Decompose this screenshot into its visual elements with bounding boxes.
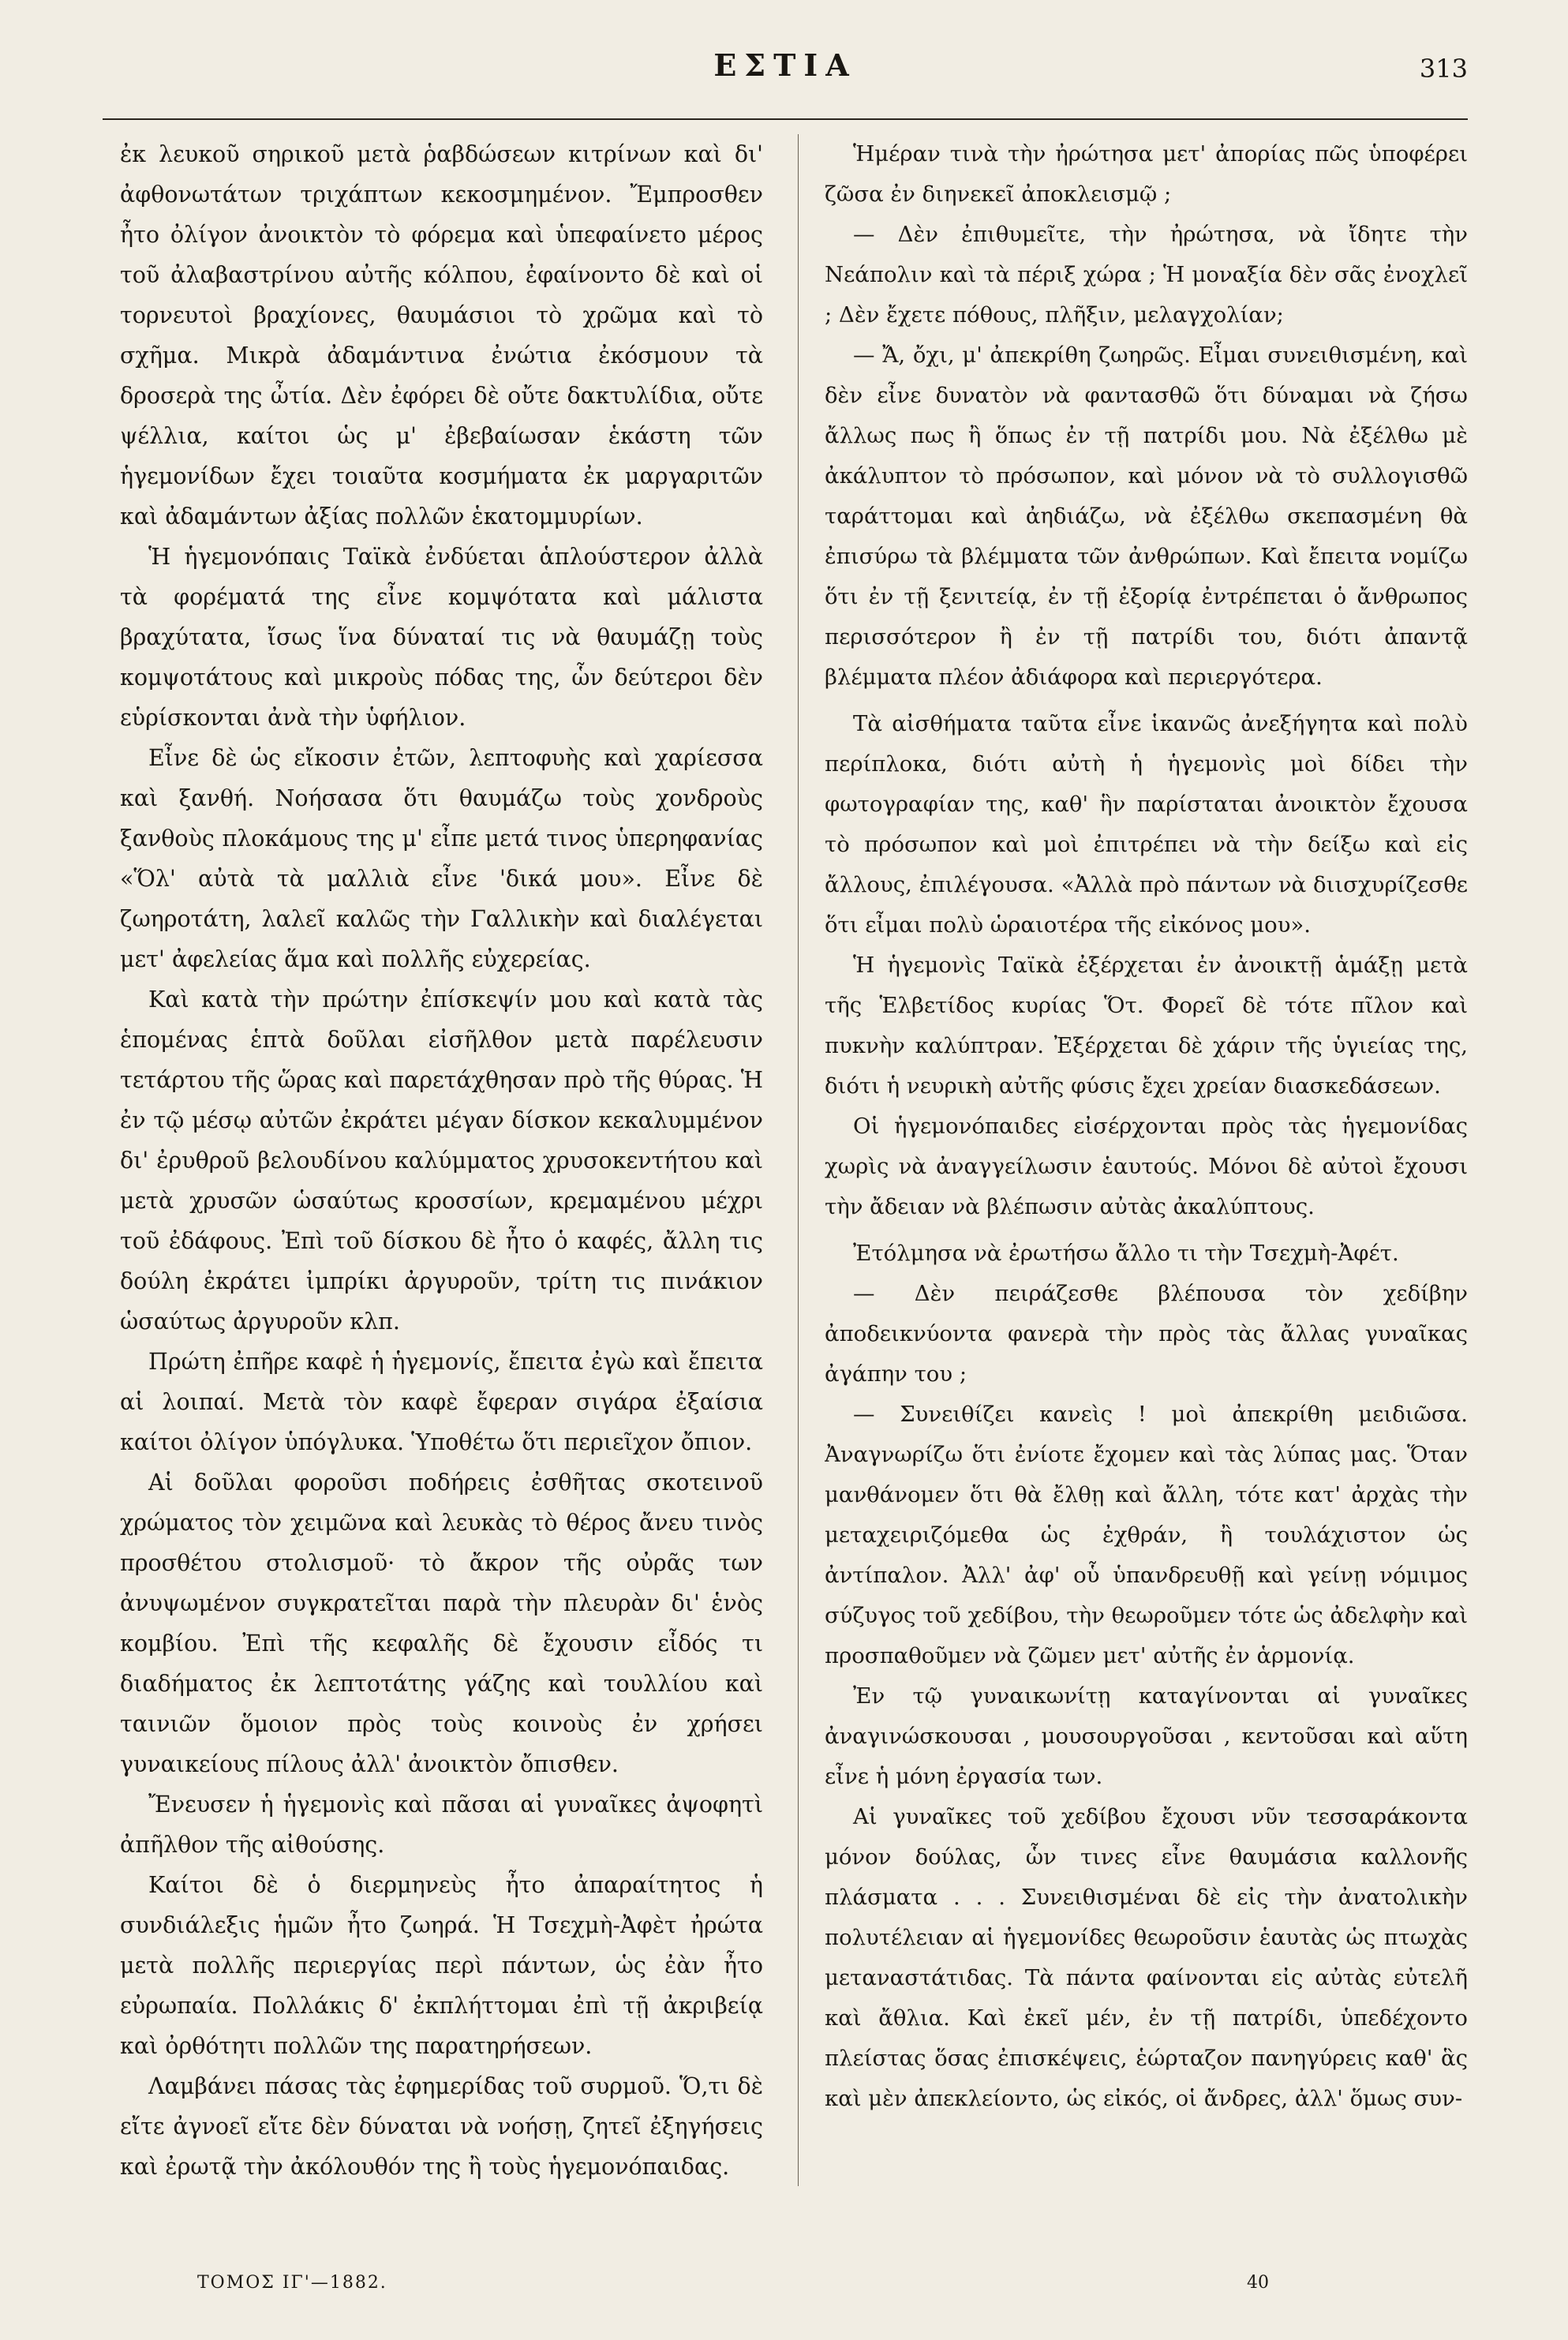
signature-number: 40 — [1247, 2273, 1269, 2293]
volume-note: ΤΟΜΟΣ ΙΓ'—1882. — [197, 2273, 387, 2293]
left-column — [120, 134, 763, 2194]
paragraph: — Συνειθίζει κανεὶς ! μοὶ ἀπεκρίθη μειδιῶσα. Ἀναγνωρίζω ὅτι ἐνίοτε ἔχομεν καὶ τὰς λύπας μας. Ὅταν μανθάνομεν ὅτι θὰ ἔλθῃ καὶ ἄλλη, τότε κατ' ἀρχὰς τὴν μεταχειριζόμεθα ὡς ἐχθράν, ἢ τουλάχιστον ὡς ἀντίπαλον. Ἀλλ' ἀφ' οὗ ὑπανδρευθῇ καὶ γείνῃ νόμιμος σύζυγος τοῦ χεδίβου, τὴν θεωροῦμεν τότε ὡς ἀδελφὴν καὶ προσπαθοῦμεν νὰ ζῶμεν μετ' αὐτῆς ἐν ἁρμονίᾳ. — [825, 1402, 1468, 1668]
page-number: 313 — [1419, 54, 1468, 84]
page-footer — [118, 2273, 1468, 2304]
paragraph: Ἡμέραν τινὰ τὴν ἠρώτησα μετ' ἀπορίας πῶς ὑποφέρει ζῶσα ἐν διηνεκεῖ ἀποκλεισμῷ ; — [825, 141, 1468, 207]
header-rule — [103, 118, 1468, 120]
paragraph: Τὰ αἰσθήματα ταῦτα εἶνε ἱκανῶς ἀνεξήγητα καὶ πολὺ περίπλοκα, διότι αὐτὴ ἡ ἡγεμονὶς μοὶ δίδει τὴν φωτογραφίαν της, καθ' ἣν παρίσταται ἀνοικτὸν ἔχουσα τὸ πρόσωπον καὶ μοὶ ἐπιτρέπει νὰ τὴν δείξω καὶ εἰς ἄλλους, ἐπιλέγουσα. «Ἀλλὰ πρὸ πάντων νὰ διισχυρίζεσθε ὅτι εἶμαι πολὺ ὡραιοτέρα τῆς εἰκόνος μου». — [825, 711, 1468, 938]
paragraph: Εἶνε δὲ ὡς εἴκοσιν ἐτῶν, λεπτοφυὴς καὶ χαρίεσσα καὶ ξανθή. Νοήσασα ὅτι θαυμάζω τοὺς χονδροὺς ξανθοὺς πλοκάμους της μ' εἶπε μετά τινος ὑπερηφανίας «Ὅλ' αὐτὰ τὰ μαλλιὰ εἶνε 'δικά μου». Εἶνε δὲ ζωηροτάτη, λαλεῖ καλῶς τὴν Γαλλικὴν καὶ διαλέγεται μετ' ἀφελείας ἅμα καὶ πολλῆς εὐχερείας. — [120, 745, 763, 972]
paragraph: Ἡ ἡγεμονὶς Ταϊκὰ ἐξέρχεται ἐν ἀνοικτῇ ἁμάξῃ μετὰ τῆς Ἑλβετίδος κυρίας Ὅτ. Φορεῖ δὲ τότε πῖλον καὶ πυκνὴν καλύπτραν. Ἐξέρχεται δὲ χάριν τῆς ὑγιείας της, διότι ἡ νευρικὴ αὐτῆς φύσις ἔχει χρείαν διασκεδάσεων. — [825, 953, 1468, 1099]
paragraph: Ἔνευσεν ἡ ἡγεμονὶς καὶ πᾶσαι αἱ γυναῖκες ἀψοφητὶ ἀπῆλθον τῆς αἰθούσης. — [120, 1792, 763, 1858]
journal-title: ΕΣΤΙΑ — [713, 47, 857, 83]
paragraph: ἐκ λευκοῦ σηρικοῦ μετὰ ῥαβδώσεων κιτρίνων καὶ δι' ἀφθονωτάτων τριχάπτων κεκοσμημένον. Ἔμπροσθεν ἦτο ὀλίγον ἀνοικτὸν τὸ φόρεμα καὶ ὑπεφαίνετο μέρος τοῦ ἀλαβαστρίνου αὐτῆς κόλπου, ἐφαίνοντο δὲ καὶ οἱ τορνευτοὶ βραχίονες, θαυμάσιοι τὸ χρῶμα καὶ τὸ σχῆμα. Μικρὰ ἀδαμάντινα ἐνώτια ἐκόσμουν τὰ δροσερὰ της ὦτία. Δὲν ἐφόρει δὲ οὔτε δακτυλίδια, οὔτε ψέλλια, καίτοι ὡς μ' ἐβεβαίωσαν ἑκάστη τῶν ἡγεμονίδων ἔχει τοιαῦτα κοσμήματα ἐκ μαργαριτῶν καὶ ἀδαμάντων ἀξίας πολλῶν ἑκατομμυρίων. — [120, 141, 763, 530]
paragraph: Αἱ δοῦλαι φοροῦσι ποδήρεις ἐσθῆτας σκοτεινοῦ χρώματος τὸν χειμῶνα καὶ λευκὰς τὸ θέρος ἄνευ τινὸς προσθέτου στολισμοῦ· τὸ ἄκρον τῆς οὐρᾶς των ἀνυψωμένον συγκρατεῖται παρὰ τὴν πλευρὰν δι' ἑνὸς κομβίου. Ἐπὶ τῆς κεφαλῆς δὲ ἔχουσιν εἶδός τι διαδήματος ἐκ λεπτοτάτης γάζης καὶ τουλλίου καὶ ταινιῶν ὅμοιον πρὸς τοὺς κοινοὺς ἐν χρήσει γυναικείους πίλους ἀλλ' ἀνοικτὸν ὄπισθεν. — [120, 1470, 763, 1777]
paragraph: Λαμβάνει πάσας τὰς ἐφημερίδας τοῦ συρμοῦ. Ὅ,τι δὲ εἴτε ἀγνοεῖ εἴτε δὲν δύναται νὰ νοήσῃ, ζητεῖ ἐξηγήσεις καὶ ἐρωτᾷ τὴν ἀκόλουθόν της ἢ τοὺς ἡγεμονόπαιδας. — [120, 2073, 763, 2180]
paragraph: Αἱ γυναῖκες τοῦ χεδίβου ἔχουσι νῦν τεσσαράκοντα μόνον δούλας, ὧν τινες εἶνε θαυμάσια καλλονῆς πλάσματα . . . Συνειθισμέναι δὲ εἰς τὴν ἀνατολικὴν πολυτέλειαν αἱ ἡγεμονίδες θεωροῦσιν ἑαυτὰς ὡς πτωχὰς μεταναστάτιδας. Τὰ πάντα φαίνονται εἰς αὐτὰς εὐτελῆ καὶ ἄθλια. Καὶ ἐκεῖ μέν, ἐν τῇ πατρίδι, ὑπεδέχοντο πλείστας ὅσας ἐπισκέψεις, ἑώρταζον πανηγύρεις καθ' ἃς καὶ μὲν ἀπεκλείοντο, ὡς εἰκός, οἱ ἄνδρες, ἀλλ' ὅμως συν- — [825, 1804, 1468, 2111]
paragraph: Καίτοι δὲ ὁ διερμηνεὺς ἦτο ἀπαραίτητος ἡ συνδιάλεξις ἡμῶν ἦτο ζωηρά. Ἡ Τσεχμὴ-Ἀφὲτ ἠρώτα μετὰ πολλῆς περιεργίας περὶ πάντων, ὡς ἐὰν ἦτο εὐρωπαία. Πολλάκις δ' ἐκπλήττομαι ἐπὶ τῇ ἀκριβείᾳ καὶ ὀρθότητι πολλῶν της παρατηρήσεων. — [120, 1872, 763, 2059]
paragraph: Ἡ ἡγεμονόπαις Ταϊκὰ ἐνδύεται ἁπλούστερον ἀλλὰ τὰ φορέματά της εἶνε κομψότατα καὶ μάλιστα βραχύτατα, ἴσως ἵνα δύναταί τις νὰ θαυμάζῃ τοὺς κομψοτάτους καὶ μικροὺς πόδας της, ὧν δεύτεροι δὲν εὑρίσκονται ἀνὰ τὴν ὑφήλιον. — [120, 544, 763, 731]
paragraph: — Δὲν πειράζεσθε βλέπουσα τὸν χεδίβην ἀποδεικνύοντα φανερὰ τὴν πρὸς τὰς ἄλλας γυναῖκας ἀγάπην του ; — [825, 1281, 1468, 1387]
paragraph: Πρώτη ἐπῆρε καφὲ ἡ ἡγεμονίς, ἔπειτα ἐγὼ καὶ ἔπειτα αἱ λοιπαί. Μετὰ τὸν καφὲ ἔφεραν σιγάρα ἐξαίσια καίτοι ὀλίγον ὑπόγλυκα. Ὑποθέτω ὅτι περιεῖχον ὄπιον. — [120, 1349, 763, 1455]
paragraph: Καὶ κατὰ τὴν πρώτην ἐπίσκεψίν μου καὶ κατὰ τὰς ἑπομένας ἑπτὰ δοῦλαι εἰσῆλθον μετὰ παρέλευσιν τετάρτου τῆς ὥρας καὶ παρετάχθησαν πρὸ τῆς θύρας. Ἡ ἐν τῷ μέσῳ αὐτῶν ἐκράτει μέγαν δίσκον κεκαλυμμένον δι' ἐρυθροῦ βελουδίνου καλύμματος χρυσοκεντήτου καὶ μετὰ χρυσῶν ὡσαύτως κροσσίων, κρεμαμένου μέχρι τοῦ ἐδάφους. Ἐπὶ τοῦ δίσκου δὲ ἦτο ὁ καφές, ἄλλη τις δούλη ἐκράτει ἰμπρίκι ἀργυροῦν, τρίτη τις πινάκιον ὡσαύτως ἀργυροῦν κλπ. — [120, 987, 763, 1335]
paragraph: Ἐν τῷ γυναικωνίτῃ καταγίνονται αἱ γυναῖκες ἀναγινώσκουσαι , μουσουργοῦσαι , κεντοῦσαι καὶ αὕτη εἶνε ἡ μόνη ἐργασία των. — [825, 1683, 1468, 1789]
paragraph: — Ἄ, ὄχι, μ' ἀπεκρίθη ζωηρῶς. Εἶμαι συνειθισμένη, καὶ δὲν εἶνε δυνατὸν νὰ φαντασθῶ ὅτι δύναμαι νὰ ζήσω ἄλλως πως ἢ ὅπως ἐν τῇ πατρίδι μου. Νὰ ἐξέλθω μὲ ἀκάλυπτον τὸ πρόσωπον, καὶ μόνον νὰ τὸ συλλογισθῶ ταράττομαι καὶ ἀηδιάζω, νὰ ἐξέλθω σκεπασμένη θὰ ἐπισύρω τὰ βλέμματα τῶν ἀνθρώπων. Καὶ ἔπειτα νομίζω ὅτι ἐν τῇ ξενιτείᾳ, ἐν τῇ ἐξορίᾳ ἐντρέπεται ὁ ἄνθρωπος περισσότερον ἢ ἐν τῇ πατρίδι του, διότι ἀπαντᾷ βλέμματα πλέον ἀδιάφορα καὶ περιεργότερα. — [825, 343, 1468, 690]
paragraph: Οἱ ἡγεμονόπαιδες εἰσέρχονται πρὸς τὰς ἡγεμονίδας χωρὶς νὰ ἀναγγείλωσιν ἑαυτούς. Μόνοι δὲ αὐτοὶ ἔχουσι τὴν ἄδειαν νὰ βλέπωσιν αὐτὰς ἀκαλύπτους. — [825, 1114, 1468, 1219]
column-divider — [798, 134, 799, 2186]
paragraph: Ἐτόλμησα νὰ ἐρωτήσω ἄλλο τι τὴν Τσεχμὴ-Ἀφέτ. — [853, 1241, 1399, 1266]
paragraph: — Δὲν ἐπιθυμεῖτε, τὴν ἠρώτησα, νὰ ἴδητε τὴν Νεάπολιν καὶ τὰ πέριξ χώρα ; Ἡ μοναξία δὲν σᾶς ἐνοχλεῖ ; Δὲν ἔχετε πόθους, πλῆξιν, μελαγχολίαν; — [825, 222, 1468, 328]
page-header — [103, 47, 1468, 95]
right-column — [825, 134, 1468, 2194]
